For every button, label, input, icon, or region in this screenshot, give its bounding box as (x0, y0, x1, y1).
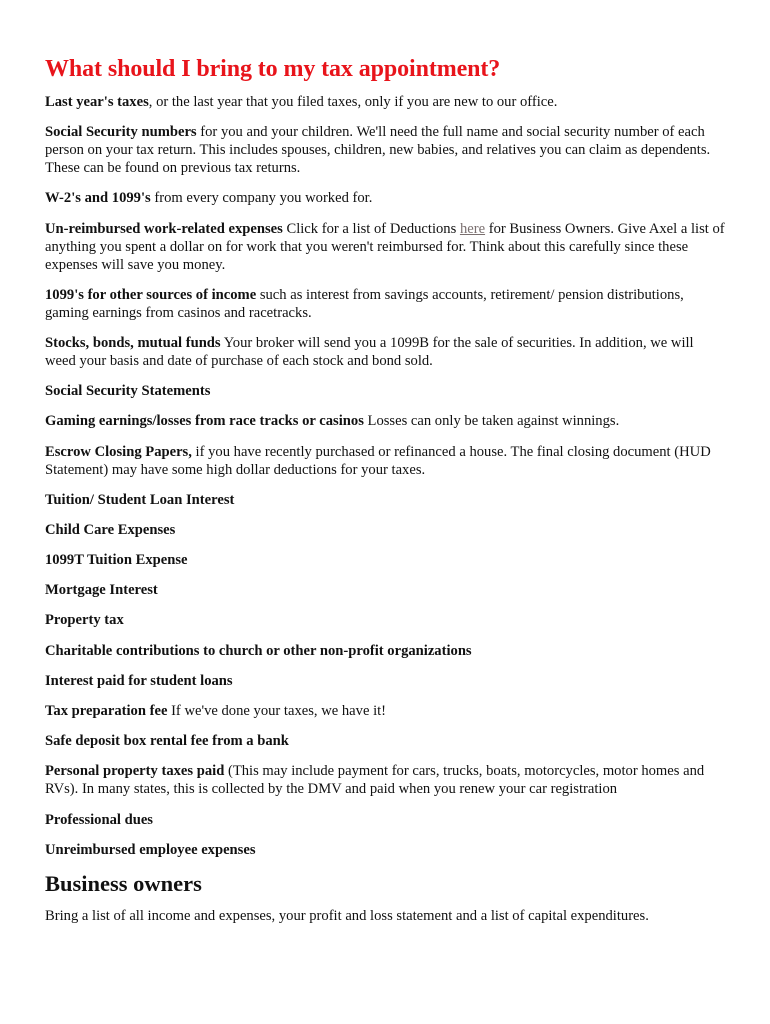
item-text: (This may include payment for cars, trucks, boats, motorcycles, motor homes and RVs). In many states, this is collected by the DMV and paid when you renew your car registration (45, 763, 705, 798)
item-heading: Personal property taxes paid (45, 763, 225, 780)
checklist-item (45, 841, 726, 859)
item-heading: Mortgage Interest (45, 582, 158, 599)
checklist-item (45, 220, 726, 274)
checklist-item (45, 702, 726, 720)
checklist-item (45, 189, 726, 207)
checklist-item (45, 412, 726, 430)
checklist-item (45, 286, 726, 322)
item-heading: Escrow Closing Papers, (45, 443, 192, 460)
checklist-item (45, 811, 726, 829)
checklist-item (45, 443, 726, 479)
item-heading: Property tax (45, 612, 124, 629)
item-heading: Child Care Expenses (45, 521, 176, 538)
checklist-item (45, 762, 726, 798)
page-title: What should I bring to my tax appointment? (45, 56, 501, 82)
checklist (45, 93, 726, 859)
item-heading: Tax preparation fee (45, 703, 168, 719)
item-heading: 1099T Tuition Expense (45, 552, 188, 569)
item-heading: Un-reimbursed work-related expenses (45, 220, 283, 237)
item-heading: Social Security Statements (45, 383, 211, 400)
item-text: Your broker will send you a 1099B for the sale of securities. In addition, we will weed your basis and date of purchase of each stock and bond sold. (45, 334, 694, 369)
section-heading: Business owners (45, 870, 202, 896)
section-text: Bring a list of all income and expenses, your profit and loss statement and a list of capital expenditures. (45, 907, 649, 924)
checklist-item (45, 672, 726, 690)
item-heading: Gaming earnings/losses from race tracks or casinos (45, 413, 364, 430)
item-heading: Charitable contributions to church or other non-profit organizations (45, 642, 472, 659)
checklist-item (45, 551, 726, 569)
item-heading: Stocks, bonds, mutual funds (45, 334, 221, 351)
checklist-item (45, 642, 726, 660)
item-text: such as interest from savings accounts, retirement/ pension distributions, gaming earnings from casinos and racetracks. (45, 286, 684, 321)
checklist-item (45, 732, 726, 750)
checklist-item (45, 521, 726, 539)
item-text: from every company you worked for. (150, 190, 373, 207)
item-heading: Tuition/ Student Loan Interest (45, 491, 235, 508)
item-heading: 1099's for other sources of income (45, 286, 257, 303)
deductions-link[interactable]: here (459, 220, 486, 237)
item-text: Losses can only be taken against winnings. (363, 413, 620, 430)
item-text: Click for a list of Deductions (282, 220, 460, 237)
checklist-item (45, 491, 726, 509)
checklist-item (45, 123, 726, 177)
checklist-item (45, 334, 726, 370)
checklist-item (45, 581, 726, 599)
item-text: If we've done your taxes, we have it! (167, 703, 387, 719)
item-heading: Professional dues (45, 811, 153, 828)
item-heading: Unreimbursed employee expenses (45, 841, 256, 858)
item-heading: Interest paid for student loans (45, 672, 233, 689)
item-heading: Social Security numbers (45, 124, 197, 141)
checklist-item (45, 93, 726, 111)
item-text: if you have recently purchased or refinanced a house. The final closing document (HUD Statement) may have some high dollar deductions for your taxes. (45, 443, 711, 478)
item-text: , or the last year that you filed taxes, only if you are new to our office. (148, 94, 558, 110)
checklist-item (45, 382, 726, 400)
item-text: for you and your children. We'll need the full name and social security number of each person on your tax return. This includes spouses, children, new babies, and relatives you can claim as dependents. These can be found on previous tax returns. (45, 124, 711, 177)
checklist-item (45, 611, 726, 629)
item-heading: W-2's and 1099's (45, 190, 151, 207)
item-heading: Last year's taxes (45, 94, 149, 110)
item-heading: Safe deposit box rental fee from a bank (45, 733, 289, 750)
item-text-after: for Business Owners. Give Axel a list of anything you spent a dollar on for work that you weren't reimbursed for. Think about this carefully since these expenses will save you money. (45, 220, 725, 273)
